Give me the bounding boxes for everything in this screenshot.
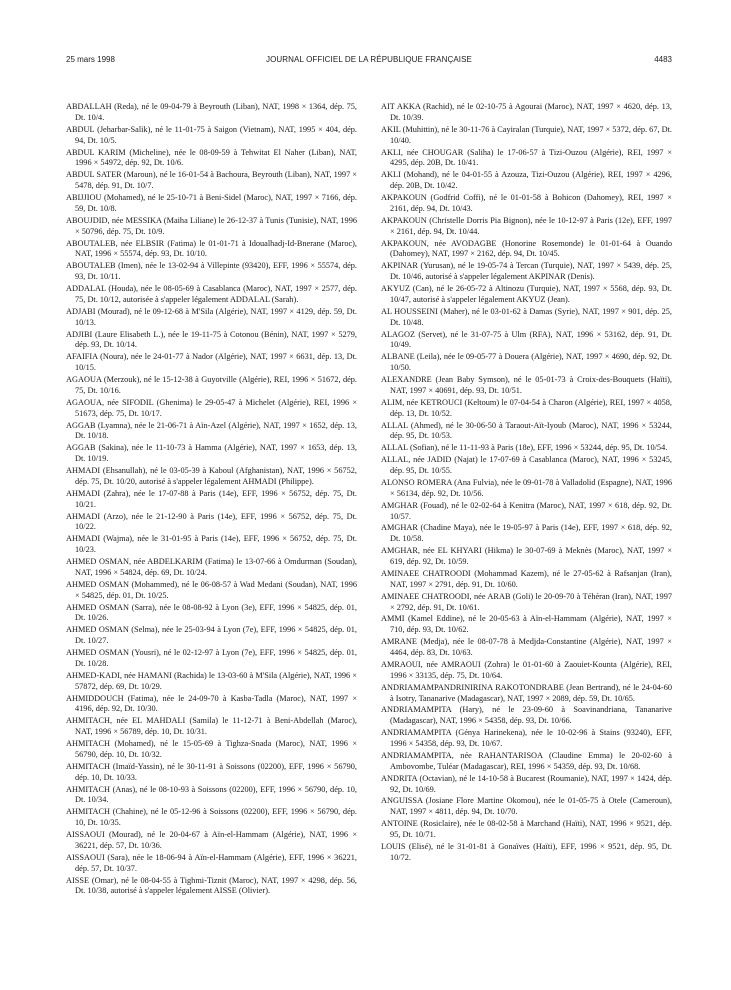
register-entry: AHMED OSMAN, née ABDELKARIM (Fatima) le 13-07-66 à Omdurman (Soudan), NAT, 1996 × 54824, dép. 69, Dt. 10/24. bbox=[66, 557, 357, 577]
header-date: 25 mars 1998 bbox=[66, 55, 115, 64]
register-entry: ALLAL, née JADID (Najat) le 17-07-69 à Casablanca (Maroc), NAT, 1996 × 53245, dép. 95, Dt. 10/55. bbox=[381, 455, 672, 475]
register-entry: ALONSO ROMERA (Ana Fulvia), née le 09-01-78 à Valladolid (Espagne), NAT, 1996 × 56134, dép. 92, Dt. 10/56. bbox=[381, 477, 672, 498]
register-entry: ABDALLAH (Reda), né le 09-04-79 à Beyrouth (Liban), NAT, 1998 × 1364, dép. 75, Dt. 10/4. bbox=[66, 102, 357, 122]
register-entry: AHMED OSMAN (Sarra), née le 08-08-92 à Lyon (3e), EFF, 1996 × 54825, dép. 01, Dt. 10/26. bbox=[66, 602, 357, 623]
right-column bbox=[381, 102, 672, 865]
header-page-number: 4483 bbox=[654, 55, 672, 64]
register-entry: ALEXANDRE (Jean Baby Symson), né le 05-01-73 à Croix-des-Bouquets (Haïti), NAT, 1997 × 40691, dép. 93, Dt. 10/51. bbox=[381, 375, 672, 395]
register-entry: AHMED OSMAN (Selma), née le 25-03-94 à Lyon (7e), EFF, 1996 × 54825, dép. 01, Dt. 10/27. bbox=[66, 625, 357, 646]
register-entry: AFAIFIA (Noura), née le 24-01-77 à Nador (Algérie), NAT, 1997 × 6631, dép. 13, Dt. 10/15. bbox=[66, 352, 357, 373]
register-entry: ANDRIAMAMPITA (Génya Harinekena), née le 10-02-96 à Stains (93240), EFF, 1996 × 54358, dép. 93, Dt. 10/67. bbox=[381, 728, 672, 748]
register-entry: AKPAKOUN (Christelle Dorris Pia Bignon), née le 10-12-97 à Paris (12e), EFF, 1997 × 2161, dép. 94, Dt. 10/44. bbox=[381, 215, 672, 236]
register-entry: LOUIS (Elisé), né le 31-01-81 à Gonaïves (Haïti), EFF, 1996 × 9521, dép. 95, Dt. 10/72. bbox=[381, 841, 672, 862]
register-entry: ALAGOZ (Servet), né le 31-07-75 à Ulm (RFA), NAT, 1996 × 53162, dép. 91, Dt. 10/49. bbox=[381, 329, 672, 350]
register-entry: AHMADI (Ehsanullah), né le 03-05-39 à Kaboul (Afghanistan), NAT, 1996 × 56752, dép. 75, Dt. 10/20, autorisé à s'appeler légalement AHMADI (Philippe). bbox=[66, 466, 357, 486]
register-entry: AHMADI (Zahra), née le 17-07-88 à Paris (14e), EFF, 1996 × 56752, dép. 75, Dt. 10/21. bbox=[66, 488, 357, 509]
register-entry: ABDUL KARIM (Micheline), née le 08-09-59 à Tehwitat El Naher (Liban), NAT, 1996 × 54972, dép. 92, Dt. 10/6. bbox=[66, 147, 357, 168]
register-entry: AMINAEE CHATROODI (Mohammad Kazem), né le 27-05-62 à Rafsanjan (Iran), NAT, 1997 × 2791, dép. 91, Dt. 10/60. bbox=[381, 568, 672, 589]
register-entry: AHMED OSMAN (Yousri), né le 02-12-97 à Lyon (7e), EFF, 1996 × 54825, dép. 01, Dt. 10/28. bbox=[66, 648, 357, 668]
register-entry: ABDUL (Jeharbar-Salik), né le 11-01-75 à Saigon (Vietnam), NAT, 1995 × 404, dép. 94, Dt. 10/5. bbox=[66, 124, 357, 145]
register-entry: ANDRIAMAMPITA (Hary), né le 23-09-60 à Soavinandriana, Tananarive (Madagascar), NAT, 1996 × 54358, dép. 93, Dt. 10/66. bbox=[381, 705, 672, 726]
left-column bbox=[66, 102, 357, 898]
register-entry: AKPAKOUN, née AVODAGBE (Honorine Rosemonde) le 01-01-64 à Ouando (Dahomey), NAT, 1997 × 2162, dép. 94, Dt. 10/45. bbox=[381, 238, 672, 259]
register-entry: ABOUTALEB (Imen), née le 13-02-94 à Villepinte (93420), EFF, 1996 × 55574, dép. 93, Dt. 10/11. bbox=[66, 261, 357, 282]
register-entry: AHMADI (Arzo), née le 21-12-90 à Paris (14e), EFF, 1996 × 56752, dép. 75, Dt. 10/22. bbox=[66, 511, 357, 532]
register-entry: AHMITACH (Imaïd-Yassin), né le 30-11-91 à Soissons (02200), EFF, 1996 × 56790, dép. 10, Dt. 10/33. bbox=[66, 761, 357, 782]
register-entry: AISSAOUI (Sara), née le 18-06-94 à Aïn-el-Hammam (Algérie), EFF, 1996 × 36221, dép. 57, Dt. 10/37. bbox=[66, 852, 357, 873]
register-entry: AISSAOUI (Mourad), né le 20-04-67 à Aïn-el-Hammam (Algérie), NAT, 1996 × 36221, dép. 57, Dt. 10/36. bbox=[66, 830, 357, 850]
register-entry: ABOUTALEB, née ELBSIR (Fatima) le 01-01-71 à Idoualhadj-Id-Bnerane (Maroc), NAT, 1996 × 55574, dép. 93, Dt. 10/10. bbox=[66, 238, 357, 259]
register-entry: AL HOUSSEINI (Maher), né le 03-01-62 à Damas (Syrie), NAT, 1997 × 901, dép. 25, Dt. 10/48. bbox=[381, 306, 672, 327]
register-entry: AMGHAR, née EL KHYARI (Hikma) le 30-07-69 à Meknès (Maroc), NAT, 1997 × 619, dép. 92, Dt. 10/59. bbox=[381, 546, 672, 566]
register-entry: AMRAOUI, née AMRAOUI (Zohra) le 01-01-60 à Zaouiet-Kounta (Algérie), REI, 1996 × 33135, dép. 75, Dt. 10/64. bbox=[381, 659, 672, 680]
register-entry: AHMITACH (Chahine), né le 05-12-96 à Soissons (02200), EFF, 1996 × 56790, dép. 10, Dt. 10/35. bbox=[66, 807, 357, 828]
register-entry: AMINAEE CHATROODI, née ARAB (Goli) le 20-09-70 à Téhéran (Iran), NAT, 1997 × 2792, dép. 91, Dt. 10/61. bbox=[381, 591, 672, 612]
register-entry: AKIL (Muhittin), né le 30-11-76 à Cayiralan (Turquie), NAT, 1997 × 5372, dép. 67, Dt. 10/40. bbox=[381, 124, 672, 145]
register-entry: AIT AKKA (Rachid), né le 02-10-75 à Agourai (Maroc), NAT, 1997 × 4620, dép. 13, Dt. 10/39. bbox=[381, 102, 672, 122]
register-entry: AKLI (Mohand), né le 04-01-55 à Azouza, Tizi-Ouzou (Algérie), REI, 1997 × 4296, dép. 20B, Dt. 10/42. bbox=[381, 170, 672, 191]
register-entry: ANDRIAMAMPANDRINIRINA RAKOTONDRABE (Jean Bertrand), né le 24-04-60 à Isotry, Tananarive (Madagascar), NAT, 1997 × 2089, dép. 59, Dt. 10/65. bbox=[381, 682, 672, 703]
register-entry: AHMADI (Wajma), née le 31-01-95 à Paris (14e), EFF, 1996 × 56752, dép. 75, Dt. 10/23. bbox=[66, 534, 357, 555]
register-entry: AHMITACH (Mohamed), né le 15-05-69 à Tighza-Snada (Maroc), NAT, 1996 × 56790, dép. 10, Dt. 10/32. bbox=[66, 739, 357, 759]
register-entry: AGAOUA, née SIFODIL (Ghenima) le 29-05-47 à Michelet (Algérie), REI, 1996 × 51673, dép. 75, Dt. 10/17. bbox=[66, 397, 357, 418]
register-entry: ALBANE (Leila), née le 09-05-77 à Douera (Algérie), NAT, 1997 × 4690, dép. 92, Dt. 10/50. bbox=[381, 352, 672, 373]
register-entry: AGGAB (Sakina), née le 11-10-73 à Hamma (Algérie), NAT, 1997 × 1653, dép. 13, Dt. 10/19. bbox=[66, 443, 357, 464]
header-journal-title: JOURNAL OFFICIEL DE LA RÉPUBLIQUE FRANÇAISE bbox=[266, 55, 472, 64]
register-entry: ABDUL SATER (Maroun), né le 16-01-54 à Bachoura, Beyrouth (Liban), NAT, 1997 × 5478, dép. 91, Dt. 10/7. bbox=[66, 170, 357, 191]
register-entry: ALLAL (Ahmed), né le 30-06-50 à Taraout-Aït-Iyoub (Maroc), NAT, 1996 × 53244, dép. 95, Dt. 10/53. bbox=[381, 420, 672, 441]
register-entry: AGAOUA (Merzouk), né le 15-12-38 à Guyotville (Algérie), REI, 1996 × 51672, dép. 75, Dt. 10/16. bbox=[66, 375, 357, 395]
register-entry: AMMI (Kamel Eddine), né le 20-05-63 à Aïn-el-Hammam (Algérie), NAT, 1997 × 710, dép. 93, Dt. 10/62. bbox=[381, 614, 672, 635]
register-entry: AKPINAR (Yurusan), né le 19-05-74 à Tercan (Turquie), NAT, 1997 × 5439, dép. 25, Dt. 10/46, autorisé à s'appeler légalement AKPINAR (Denis). bbox=[381, 261, 672, 282]
register-entry: ANTOINE (Rosiclaire), née le 08-02-58 à Marchand (Haïti), NAT, 1996 × 9521, dép. 95, Dt. 10/71. bbox=[381, 819, 672, 839]
register-entry: ANGUISSA (Josiane Flore Martine Okomou), née le 01-05-75 à Otele (Cameroun), NAT, 1997 × 4811, dép. 94, Dt. 10/70. bbox=[381, 796, 672, 817]
register-entry: AHMED-KADI, née HAMANI (Rachida) le 13-03-60 à M'Sila (Algérie), NAT, 1996 × 57872, dép. 69, Dt. 10/29. bbox=[66, 670, 357, 691]
register-entry: AMGHAR (Fouad), né le 02-02-64 à Kenitra (Maroc), NAT, 1997 × 618, dép. 92, Dt. 10/57. bbox=[381, 500, 672, 521]
register-entry: AMRANE (Medja), née le 08-07-78 à Medjda-Constantine (Algérie), NAT, 1997 × 4464, dép. 83, Dt. 10/63. bbox=[381, 637, 672, 657]
page-header bbox=[66, 55, 672, 69]
register-entry: AHMITACH (Anas), né le 08-10-93 à Soissons (02200), EFF, 1996 × 56790, dép. 10, Dt. 10/34. bbox=[66, 784, 357, 805]
register-entry: AKLI, née CHOUGAR (Saliha) le 17-06-57 à Tizi-Ouzou (Algérie), REI, 1997 × 4295, dép. 20B, Dt. 10/41. bbox=[381, 147, 672, 168]
register-entry: AHMIDDOUCH (Fatima), née le 24-09-70 à Kasba-Tadla (Maroc), NAT, 1997 × 4196, dép. 92, Dt. 10/30. bbox=[66, 693, 357, 714]
register-entry: AMGHAR (Chadine Maya), née le 19-05-97 à Paris (14e), EFF, 1997 × 618, dép. 92, Dt. 10/58. bbox=[381, 523, 672, 544]
register-entry: ADJABI (Mourad), né le 09-12-68 à M'Sila (Algérie), NAT, 1997 × 4129, dép. 59, Dt. 10/13. bbox=[66, 306, 357, 327]
register-entry: AHMITACH, née EL MAHDALI (Samila) le 11-12-71 à Beni-Abdellah (Maroc), NAT, 1996 × 56789, dép. 10, Dt. 10/31. bbox=[66, 716, 357, 737]
register-entry: ALIM, née KETROUCI (Keltoum) le 07-04-54 à Charon (Algérie), REI, 1997 × 4058, dép. 13, Dt. 10/52. bbox=[381, 397, 672, 418]
register-entry: ABIJJIOU (Mohamed), né le 25-10-71 à Beni-Sidel (Maroc), NAT, 1997 × 7166, dép. 59, Dt. 10/8. bbox=[66, 193, 357, 213]
register-entry: ALLAL (Sofian), né le 11-11-93 à Paris (18e), EFF, 1996 × 53244, dép. 95, Dt. 10/54. bbox=[381, 443, 668, 453]
register-entry: ABOUJDID, née MESSIKA (Maiha Liliane) le 26-12-37 à Tunis (Tunisie), NAT, 1996 × 50796, dép. 75, Dt. 10/9. bbox=[66, 215, 357, 236]
register-entry: AKYUZ (Can), né le 26-05-72 à Altinozu (Turquie), NAT, 1997 × 5568, dép. 93, Dt. 10/47, autorisé à s'appeler légalement AKYUZ (Jean). bbox=[381, 284, 672, 304]
register-entry: ADJIBI (Laure Elisabeth L.), née le 19-11-75 à Cotonou (Bénin), NAT, 1997 × 5279, dép. 93, Dt. 10/14. bbox=[66, 329, 357, 350]
register-entry: ADDALAL (Houda), née le 08-05-69 à Casablanca (Maroc), NAT, 1997 × 2577, dép. 75, Dt. 10/12, autorisée à s'appeler légalement ADDALAL (Sarah). bbox=[66, 284, 357, 304]
register-entry: ANDRIAMAMPITA, née RAHANTARISOA (Claudine Emma) le 20-02-60 à Ambovombe, Tuléar (Madagascar), REI, 1996 × 54359, dép. 93, Dt. 10/68. bbox=[381, 750, 672, 771]
register-entry: AHMED OSMAN (Mohammed), né le 06-08-57 à Wad Medani (Soudan), NAT, 1996 × 54825, dép. 01, Dt. 10/25. bbox=[66, 579, 357, 600]
register-entry: AGGAB (Lyamna), née le 21-06-71 à Aïn-Azel (Algérie), NAT, 1997 × 1652, dép. 13, Dt. 10/18. bbox=[66, 420, 357, 441]
register-entry: AISSE (Omar), né le 08-04-55 à Tighmi-Tiznit (Maroc), NAT, 1997 × 4298, dép. 56, Dt. 10/38, autorisé à s'appeler légalement AISSE (Olivier). bbox=[66, 875, 357, 896]
register-entry: AKPAKOUN (Godfrid Coffi), né le 01-01-58 à Bohicon (Dahomey), REI, 1997 × 2161, dép. 94, Dt. 10/43. bbox=[381, 193, 672, 213]
register-entry: ANDRITA (Octavian), né le 14-10-58 à Bucarest (Roumanie), NAT, 1997 × 1424, dép. 92, Dt. 10/69. bbox=[381, 773, 672, 794]
